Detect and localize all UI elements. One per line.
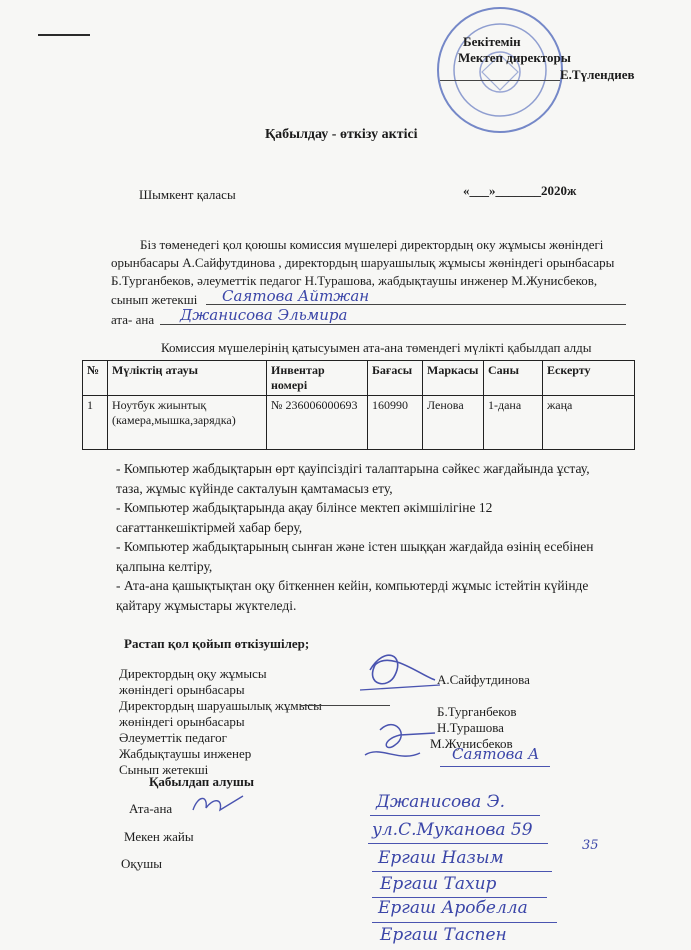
approval-line-2: Мектеп директоры (458, 50, 571, 65)
condition-line: - Ата-ана қашықтықтан оқу біткеннен кейін, компьютерді жұмыс істейтін күйінде (116, 578, 589, 593)
cell-brand: Ленова (423, 396, 484, 450)
signer-name-3: Н.Турашова (437, 720, 504, 735)
handwritten-student-2: Ергаш Тахир (380, 874, 497, 894)
receiver-label-student: Оқушы (121, 856, 162, 871)
parent-field-label: ата- ана (111, 312, 155, 327)
teacher-signature-underline (440, 766, 550, 767)
col-header-number: № (83, 361, 108, 396)
handwritten-student-3: Ергаш Аробелла (378, 898, 528, 918)
document-title: Қабылдау - өткізу актісі (265, 127, 418, 142)
role-line: Жабдықтаушы инженер (119, 746, 252, 761)
date: «___»_______2020ж (463, 183, 577, 198)
table-header-row (83, 361, 635, 396)
role-line: жөніндегі орынбасары (119, 714, 245, 729)
col-header-brand: Маркасы (423, 361, 484, 396)
condition-line: таза, жұмыс күйінде сакталуын қамтамасыз ету, (116, 480, 393, 496)
cell-item: Ноутбук жиынтық (камера,мышка,зарядка) (108, 396, 267, 450)
condition-line: - Компьютер жабдықтарының сынған және істен шыққан жағдайда өзінің есебінен (116, 539, 594, 554)
signer-name-2: Б.Турганбеков (437, 704, 517, 719)
approval-line-1: Бекітемін (463, 34, 521, 49)
signer-name-4: М.Жунисбеков (430, 736, 513, 751)
col-header-quantity: Саны (484, 361, 543, 396)
intro-line-2: орынбасары А.Сайфутдинова , директордың шаруашылық жұмысы жөніндегі орынбасары (111, 255, 615, 270)
role-line: Директордың оқу жұмысы (119, 666, 267, 681)
role-line: Әлеуметтік педагог (119, 730, 227, 745)
handwritten-number: 35 (582, 838, 599, 853)
signer-roles (119, 666, 322, 778)
intro-line-1: Біз төменедегі қол қоюшы комиссия мүшелері директордың оку жұмысы жөніндегі (140, 237, 604, 252)
parent-field-value: Джанисова Эльмира (180, 306, 348, 324)
property-table (82, 360, 635, 450)
receiver-heading: Қабылдап алушы (149, 774, 255, 789)
parent-signature-drawing (188, 790, 248, 818)
handwritten-underline (368, 843, 548, 844)
signer-name-1: А.Сайфутдинова (437, 672, 530, 687)
condition-line: қайтару жұмыстары жүктеледі. (116, 597, 297, 613)
handwritten-underline (372, 922, 557, 923)
student-field-label: сынып жетекші (111, 292, 198, 307)
cell-number: 1 (83, 396, 108, 450)
top-mark (38, 34, 90, 36)
cell-inventory: № 236006000693 (267, 396, 368, 450)
col-header-item: Мүліктің атауы (108, 361, 267, 396)
cell-note: жаңа (543, 396, 635, 450)
role-line: жөніндегі орынбасары (119, 682, 245, 697)
teacher-signature: Саятова А (452, 745, 540, 763)
condition-line: - Компьютер жабдықтарын өрт қауіпсіздігі талаптарына сәйкес жағдайында ұстау, (116, 461, 590, 476)
condition-line: - Компьютер жабдықтарында ақау білінсе мектеп әкімшілігіне 12 (116, 500, 493, 515)
intro-line-3: Б.Турганбеков, әлеуметтік педагог Н.Турашова, жабдықтаушы инженер М.Жунисбеков, (111, 273, 598, 288)
receiver-label-parent: Ата-ана (129, 801, 173, 816)
cell-price: 160990 (368, 396, 423, 450)
handwritten-parent-name: Джанисова Э. (376, 792, 506, 812)
signers-heading: Растап қол қойып өткізушілер; (124, 636, 310, 651)
conditions-list (116, 459, 594, 615)
handwritten-underline (370, 815, 540, 816)
handwritten-student-4: Ергаш Таспен (380, 925, 507, 945)
commission-text: Комиссия мүшелерінің қатысуымен ата-ана төмендегі мүлікті қабылдап алды (161, 340, 592, 355)
official-stamp (430, 0, 570, 145)
approval-line-3: Е.Түлендиев (560, 67, 635, 82)
parent-field-line (160, 324, 626, 325)
cell-quantity: 1-дана (484, 396, 543, 450)
handwritten-underline (372, 871, 552, 872)
condition-line: сағаттанкешіктірмей хабар беру, (116, 519, 303, 535)
role-line: Сынып жетекші (119, 762, 209, 777)
student-field-value: Саятова Айтжан (222, 287, 370, 305)
col-header-inventory: Инвентар номері (267, 361, 368, 396)
table-row (83, 396, 635, 450)
handwritten-student-1: Ергаш Назым (378, 848, 504, 868)
condition-line: қалпына келтіру, (116, 558, 213, 574)
approval-signature-line (440, 80, 560, 81)
col-header-price: Бағасы (368, 361, 423, 396)
signature-drawings (340, 645, 450, 775)
receiver-label-address: Мекен жайы (124, 829, 194, 844)
col-header-note: Ескерту (543, 361, 635, 396)
role-line: Директордың шаруашылық жұмысы (119, 698, 322, 713)
city: Шымкент қаласы (139, 187, 236, 202)
handwritten-address: ул.С.Муканова 59 (372, 820, 533, 840)
